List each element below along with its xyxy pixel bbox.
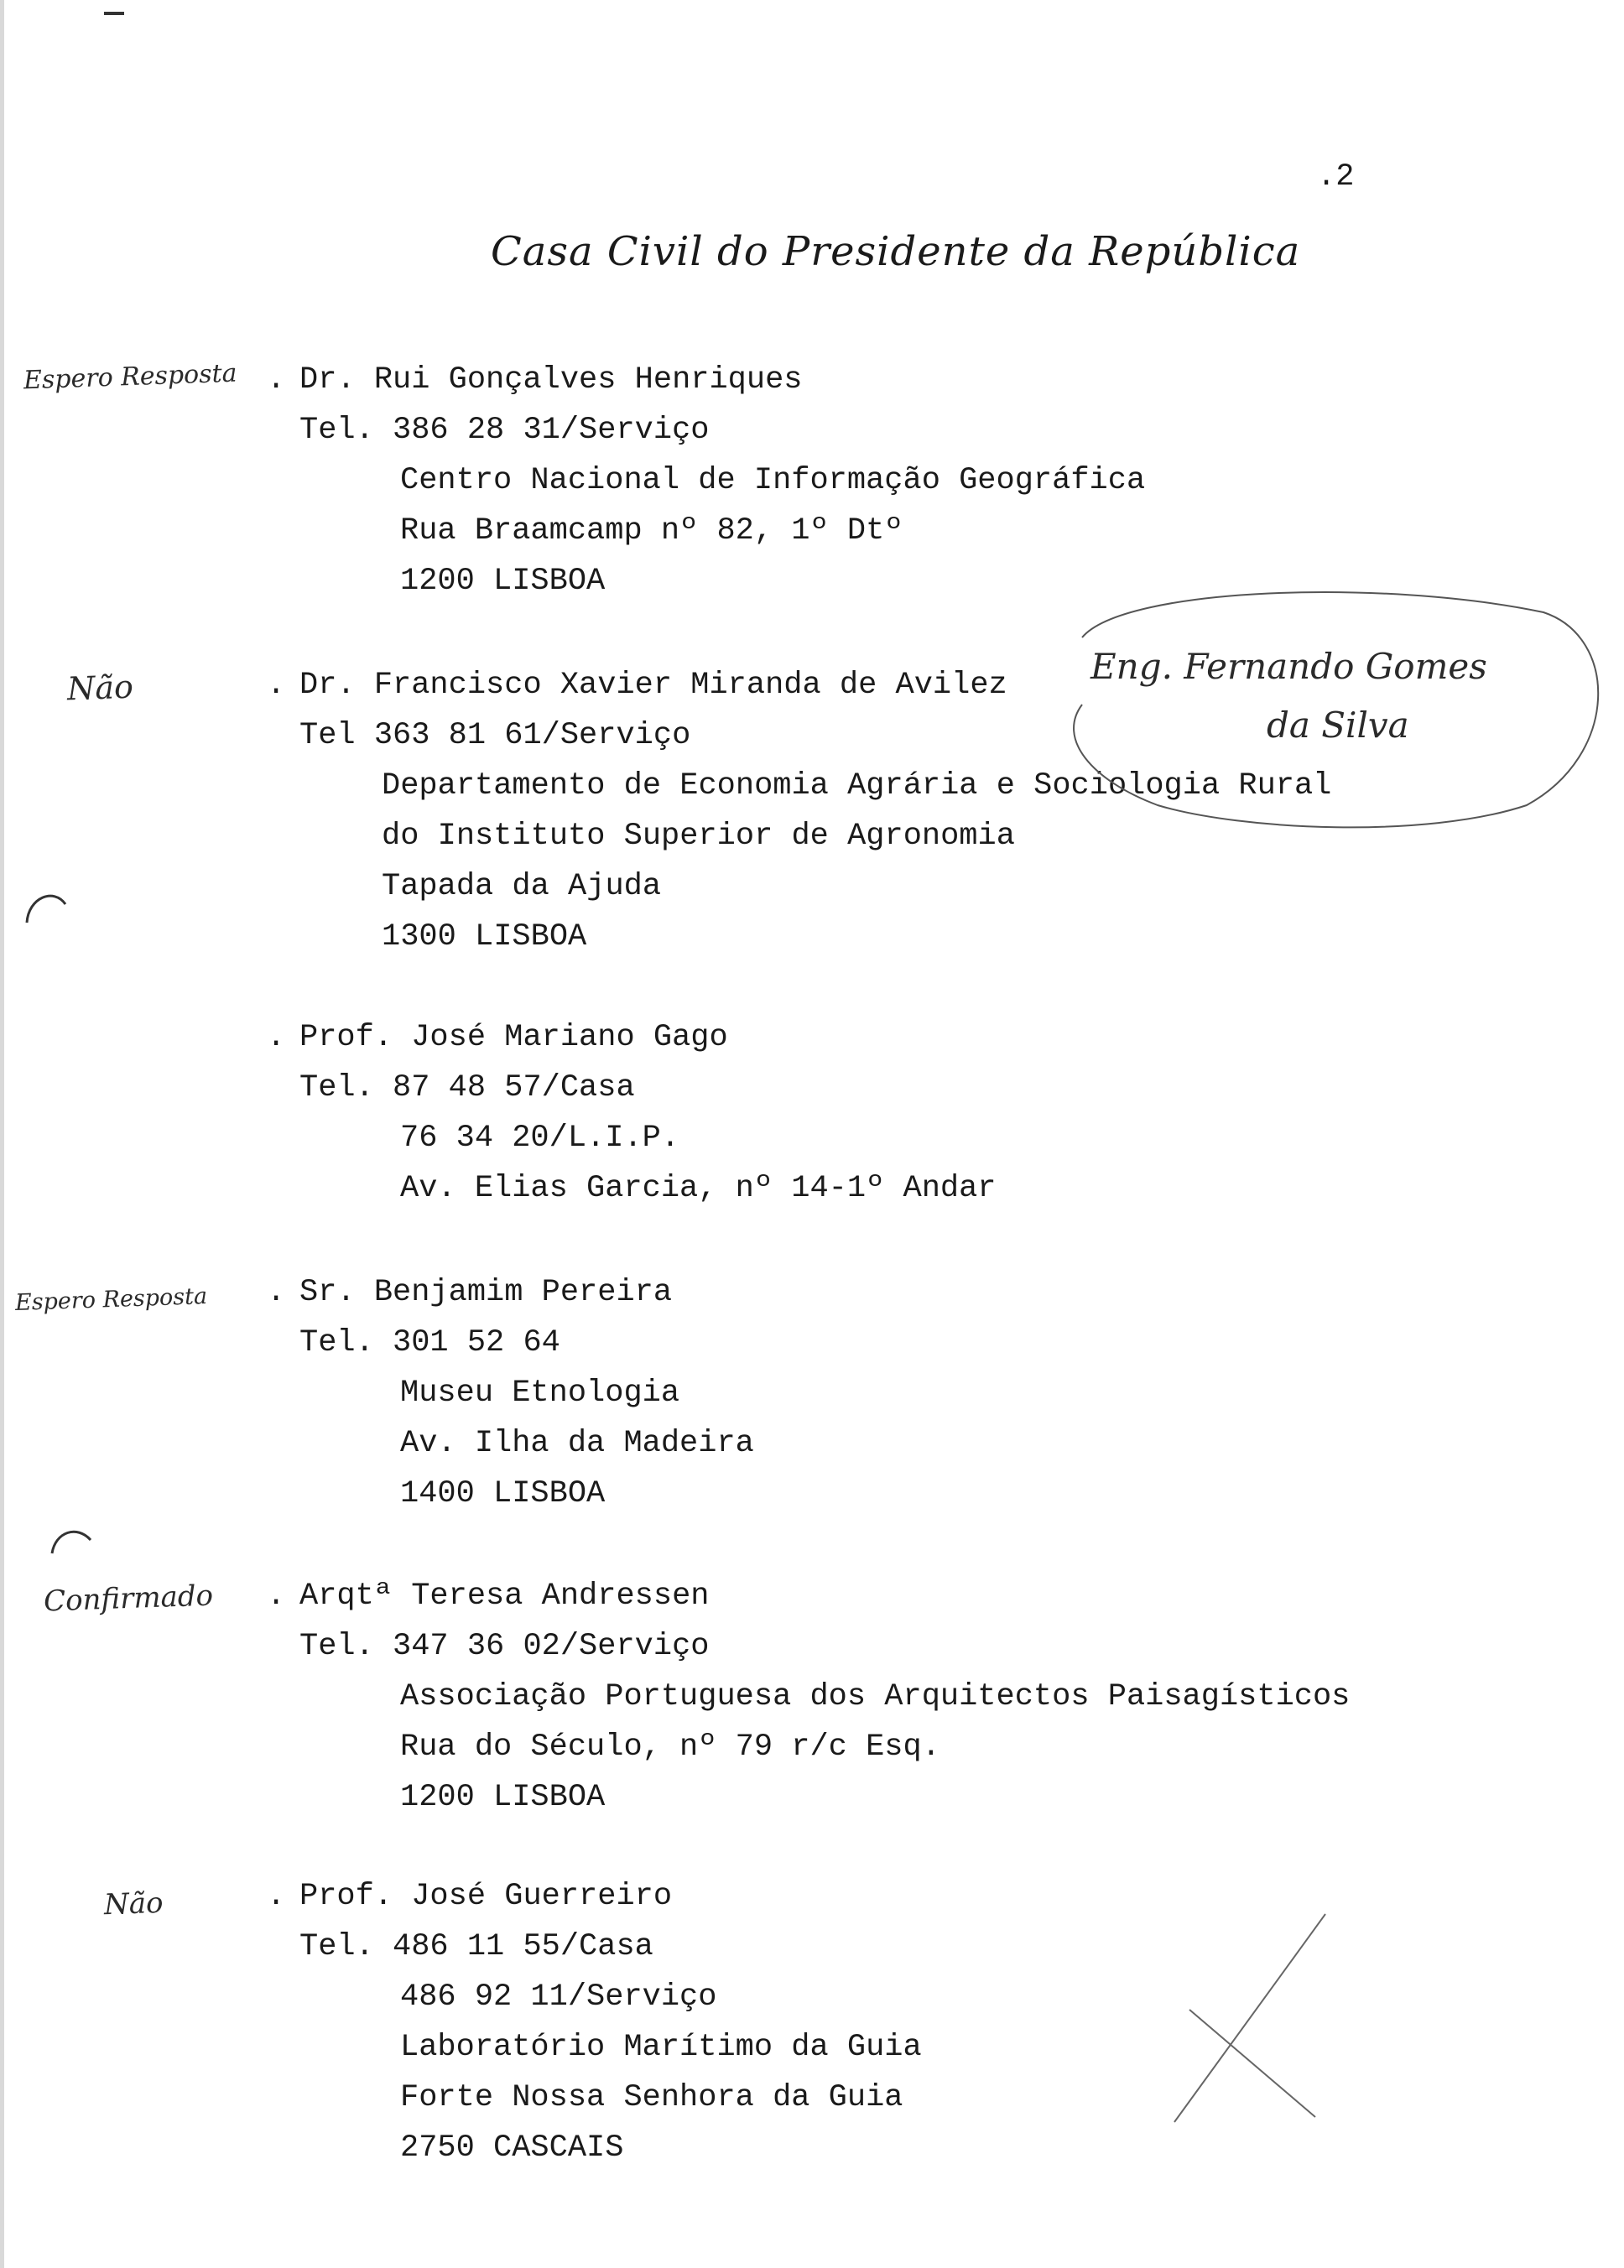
contact-name: Sr. Benjamim Pereira: [299, 1275, 673, 1310]
address-line: 1300 LISBOA: [382, 919, 587, 955]
margin-note: Não: [66, 668, 134, 708]
address-line: Museu Etnologia: [400, 1376, 680, 1411]
bullet: .: [267, 1020, 286, 1055]
address-line: Associação Portuguesa dos Arquitectos Paisagísticos: [400, 1679, 1351, 1714]
arc-mark: [27, 896, 65, 923]
cross-mark: [1189, 2010, 1315, 2117]
bullet: .: [267, 1879, 286, 1914]
handwritten-replacement-name: Eng. Fernando Gomes: [1090, 646, 1487, 687]
address-line: 76 34 20/L.I.P.: [400, 1121, 680, 1156]
bullet: .: [267, 1275, 286, 1310]
address-line: Centro Nacional de Informação Geográfica: [400, 463, 1146, 498]
contact-name: Prof. José Guerreiro: [299, 1879, 673, 1914]
address-line: Departamento de Economia Agrária e Sociologia Rural: [382, 768, 1332, 804]
contact-name: Dr. Rui Gonçalves Henriques: [299, 362, 803, 398]
scan-speck: [104, 12, 124, 15]
address-line: 2750 CASCAIS: [400, 2130, 624, 2166]
contact-phone: Tel. 301 52 64: [299, 1325, 560, 1360]
address-line: Rua do Século, nº 79 r/c Esq.: [400, 1730, 940, 1765]
margin-note: Espero Resposta: [23, 358, 238, 396]
bullet: .: [267, 668, 286, 703]
cross-mark: [1174, 1914, 1325, 2122]
address-line: 1200 LISBOA: [400, 564, 606, 599]
contact-phone: Tel. 486 11 55/Casa: [299, 1929, 653, 1964]
contact-phone: Tel. 386 28 31/Serviço: [299, 413, 710, 448]
contact-phone: Tel. 87 48 57/Casa: [299, 1070, 635, 1105]
address-line: 1200 LISBOA: [400, 1780, 606, 1815]
address-line: Av. Ilha da Madeira: [400, 1426, 754, 1461]
address-line: Rua Braamcamp nº 82, 1º Dtº: [400, 513, 903, 549]
margin-note: Não: [103, 1886, 164, 1922]
address-line: 1400 LISBOA: [400, 1476, 606, 1511]
margin-note: Espero Resposta: [14, 1283, 208, 1316]
bullet: .: [267, 1579, 286, 1614]
address-line: Av. Elias Garcia, nº 14-1º Andar: [400, 1171, 997, 1206]
arc-mark: [52, 1532, 91, 1553]
contact-phone: Tel. 347 36 02/Serviço: [299, 1629, 710, 1664]
bullet: .: [267, 362, 286, 398]
contact-name: Dr. Francisco Xavier Miranda de Avilez: [299, 668, 1007, 703]
address-line: Tapada da Ajuda: [382, 869, 662, 904]
contact-phone: Tel 363 81 61/Serviço: [299, 718, 691, 753]
letterhead: Casa Civil do Presidente da República: [491, 228, 1301, 275]
scan-edge: [0, 0, 4, 2268]
contact-name: Prof. José Mariano Gago: [299, 1020, 728, 1055]
address-line: Laboratório Marítimo da Guia: [400, 2030, 922, 2065]
address-line: do Instituto Superior de Agronomia: [382, 819, 1015, 854]
margin-note: Confirmado: [43, 1579, 214, 1619]
address-line: Forte Nossa Senhora da Guia: [400, 2080, 903, 2115]
page-number: .2: [1317, 159, 1355, 195]
contact-name: Arqtª Teresa Andressen: [299, 1579, 710, 1614]
handwritten-replacement-name: da Silva: [1267, 705, 1409, 746]
address-line: 486 92 11/Serviço: [400, 1979, 717, 2015]
